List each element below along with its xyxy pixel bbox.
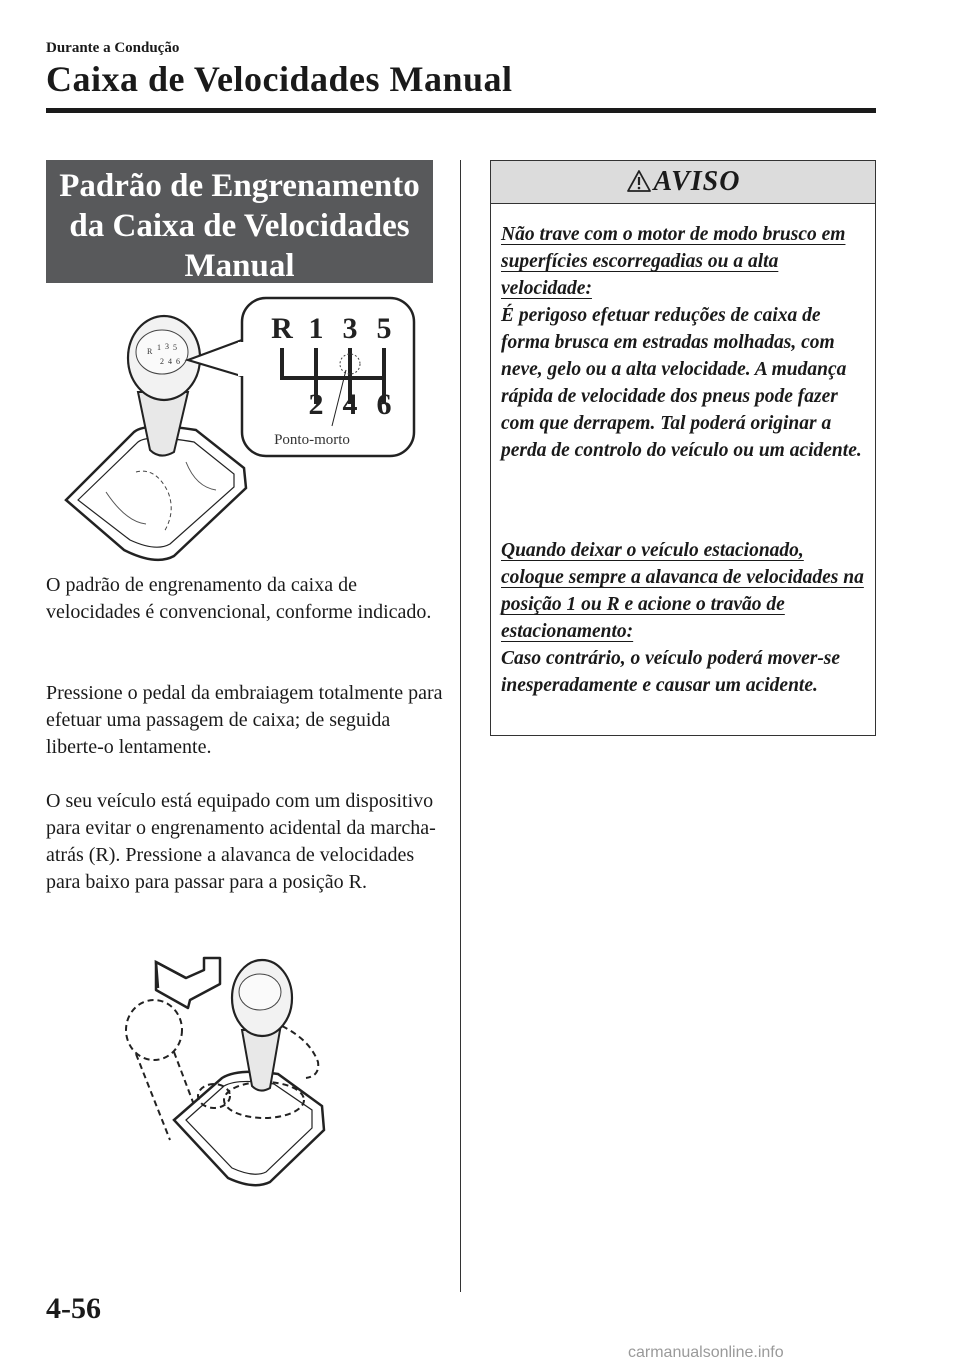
warning-title: AVISO	[653, 166, 741, 197]
title-rule	[46, 108, 876, 113]
svg-text:2: 2	[160, 357, 164, 366]
warning-body-1: É perigoso efetuar reduções de caixa de forma brusca em estradas molhadas, com neve, gelo ou a alta velocidade. A mudança rápida de velocidade dos pneus pode fazer com que derrapem. Tal poderá originar a perda de controlo do veículo ou um acidente.	[501, 305, 862, 461]
section-heading-line-1: Padrão de Engrenamento	[59, 168, 420, 204]
gear-label-2: 2	[308, 388, 324, 421]
shift-pattern-figure	[46, 292, 446, 567]
gear-label-6: 6	[376, 388, 392, 421]
svg-text:6: 6	[176, 357, 180, 366]
chapter-label: Durante a Condução	[46, 40, 180, 56]
column-divider	[460, 160, 461, 1292]
gear-label-5: 5	[376, 312, 392, 345]
body-paragraph-3: O seu veículo está equipado com um dispositivo para evitar o engrenamento acidental da marcha-atrás (R). Pressione a alavanca de velocidades para baixo para passar para a posição R.	[46, 790, 436, 893]
warning-block-1	[501, 221, 866, 464]
neutral-label: Ponto-morto	[274, 432, 350, 448]
shift-boot-2	[174, 1072, 324, 1185]
warning-block-2	[501, 537, 866, 699]
warning-lead-1: Não trave com o motor de modo brusco em superfícies escorregadias ou a alta velocidade:	[501, 224, 846, 299]
push-down-arrow	[156, 958, 220, 1008]
warning-header	[491, 161, 875, 204]
section-heading-line-3: Manual	[184, 248, 295, 284]
section-heading-line-2: da Caixa de Velocidades	[69, 208, 410, 244]
page-number: 4-56	[46, 1292, 101, 1325]
warning-triangle-icon	[626, 169, 652, 193]
svg-text:5: 5	[173, 343, 177, 352]
reverse-shift-figure	[110, 950, 370, 1190]
gear-label-4: 4	[342, 388, 358, 421]
warning-lead-2: Quando deixar o veículo estacionado, coloque sempre a alavanca de velocidades na posição 1 ou R e acione o travão de estacionamento:	[501, 540, 864, 642]
svg-text:3: 3	[165, 342, 169, 351]
ghost-knob	[126, 1000, 182, 1060]
gear-label-3: 3	[342, 312, 358, 345]
warning-box	[490, 160, 876, 736]
gear-label-1: 1	[308, 312, 324, 345]
body-paragraph-1: O padrão de engrenamento da caixa de velocidades é convencional, conforme indicado.	[46, 574, 432, 623]
svg-text:R: R	[147, 347, 153, 356]
section-heading	[46, 160, 433, 283]
svg-text:4: 4	[168, 357, 172, 366]
watermark: carmanualsonline.info	[628, 1344, 784, 1361]
body-paragraph-2: Pressione o pedal da embraiagem totalmente para efetuar uma passagem de caixa; de seguida liberte-o lentamente.	[46, 682, 443, 758]
warning-body-2: Caso contrário, o veículo poderá mover-se inesperadamente e causar um acidente.	[501, 648, 841, 696]
svg-text:1: 1	[157, 343, 161, 352]
gear-label-r: R	[271, 312, 293, 345]
page-title: Caixa de Velocidades Manual	[46, 59, 513, 99]
